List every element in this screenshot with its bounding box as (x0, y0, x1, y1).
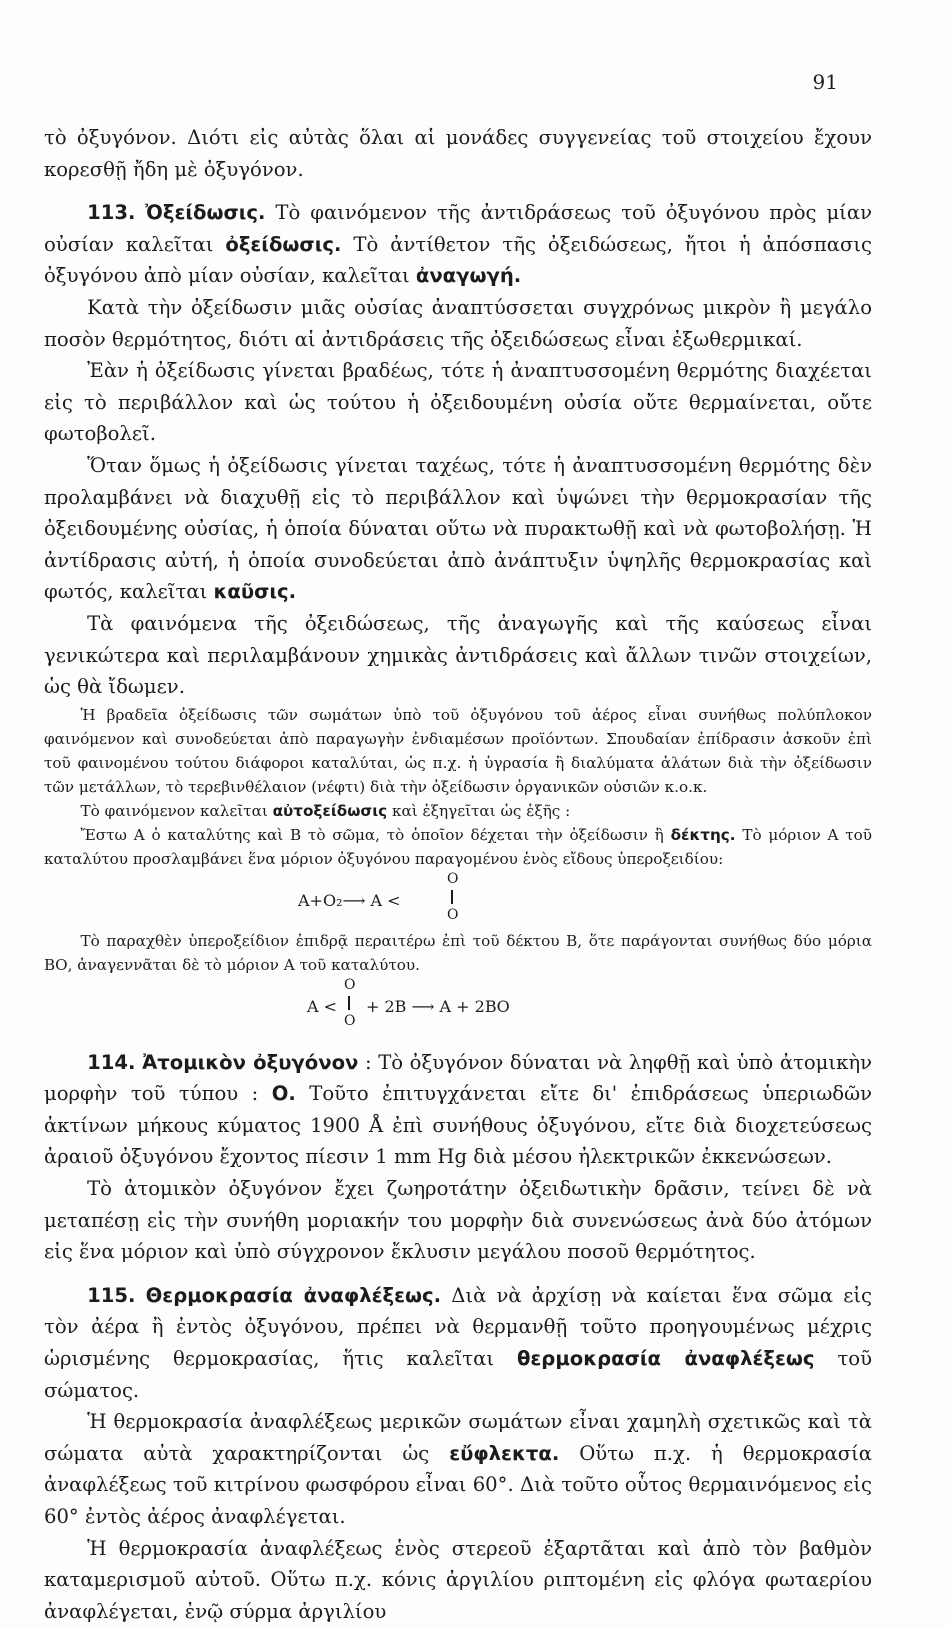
paragraph (44, 450, 872, 608)
formula-peroxide (44, 871, 872, 929)
term-ignition-temperature: θερμοκρασία ἀναφλέξεως (516, 1347, 815, 1371)
formula-bond (348, 996, 350, 1010)
formula-bond (451, 890, 453, 904)
term-oxidation: ὀξείδωσις. (225, 232, 342, 256)
text: Τὸ μόριον Α τοῦ καταλύτου προσλαμβάνει ἕνα μόριον ὀξυγόνου παραγομένου ἑνὸς εἴδους ὑπεροξειδίου: (44, 825, 873, 868)
paragraph: Κατὰ τὴν ὀξείδωσιν μιᾶς οὐσίας ἀναπτύσσεται συγχρόνως μικρὸν ἢ μεγάλο ποσὸν θερμότητος, διότι αἱ ἀντιδράσεις τῆς ὀξειδώσεως εἶναι ἐξωθερμικαί. (44, 295, 872, 351)
paragraph: Ἐὰν ἡ ὀξείδωσις γίνεται βραδέως, τότε ἡ ἀναπτυσσομένη θερμότης διαχέεται εἰς τὸ περιβάλλον καὶ ὡς τούτου ἡ ὀξειδουμένη οὐσία οὔτε θερμαίνεται, οὔτε φωτοβολεῖ. (44, 359, 872, 446)
term-acceptor: δέκτης. (670, 825, 736, 844)
text: Ἔστω Α ὁ καταλύτης καὶ Β τὸ σῶμα, τὸ ὁποῖον δέχεται τὴν ὀξείδωσιν ἢ (80, 825, 664, 844)
section-number: 114. (87, 1050, 136, 1074)
text: Τὸ φαινόμενον καλεῖται (80, 801, 268, 820)
section-title: Ἀτομικὸν ὀξυγόνον (142, 1050, 359, 1074)
term-combustion: καῦσις. (213, 580, 297, 604)
text: : Τὸ ὀξυγόνον δύναται νὰ ληφθῇ καὶ ὑπὸ ἀτομικὴν μορφὴν τοῦ τύπου : (44, 1050, 872, 1106)
text: καὶ ἐξηγεῖται ὡς ἑξῆς : (391, 801, 571, 820)
atomic-oxygen-symbol: Ο. (271, 1082, 296, 1106)
note-paragraph (44, 799, 872, 823)
formula-oxygen-top: Ο (344, 976, 356, 993)
text: Οὕτω π.χ. ἡ θερμοκρασία ἀναφλέξεως τοῦ κιτρίνου φωσφόρου εἶναι 60°. Διὰ τοῦτο οὗτος θερμαινόμενος εἰς 60° ἐντὸς ἀέρος ἀναφλέγεται. (44, 1441, 872, 1528)
formula-oxygen-bottom: Ο (344, 1012, 356, 1029)
formula-oxygen-bottom: Ο (447, 906, 459, 923)
note-paragraph: Ἡ βραδεῖα ὀξείδωσις τῶν σωμάτων ὑπὸ τοῦ ὀξυγόνου τοῦ ἀέρος εἶναι συνήθως πολύπλοκον φαινόμενον καὶ συνοδεύεται ἀπὸ παραγωγὴν ἐνδιαμέσων προϊόντων. Σπουδαίαν ἐπίδρασιν ἀσκοῦν ἐπὶ τοῦ φαινομένου τούτου διάφοροι καταλύται, ὡς π.χ. ἡ ὑγρασία ἢ διαλύματα ἁλάτων διὰ τὴν ὀξείδωσιν τῶν μετάλλων, τὸ τερεβινθέλαιον (νέφτι) διὰ τὴν ὀξείδωσιν ὀργανικῶν οὐσιῶν κ.ο.κ. (44, 705, 872, 796)
paragraph: Ἡ θερμοκρασία ἀναφλέξεως ἑνὸς στερεοῦ ἐξαρτᾶται καὶ ἀπὸ τὸν βαθμὸν καταμερισμοῦ αὐτοῦ. Οὕτω π.χ. κόνις ἀργιλίου ριπτομένη εἰς φλόγα φωταερίου ἀναφλέγεται, ἐνῷ σύρμα ἀργιλίου (44, 1536, 872, 1623)
section-number: 115. (87, 1283, 136, 1307)
paragraph (44, 1406, 872, 1532)
section-title: Ὀξείδωσις. (145, 201, 266, 225)
paragraph: Τὸ ἀτομικὸν ὀξυγόνον ἔχει ζωηροτάτην ὀξειδωτικὴν δρᾶσιν, τείνει δὲ νὰ μεταπέσῃ εἰς τὴν συνήθη μοριακήν του μορφὴν διὰ συνενώσεως ἀνὰ δύο ἀτόμων εἰς ἕνα μόριον καὶ ὑπὸ σύγχρονον ἔκλυσιν μεγάλου ποσοῦ θερμότητος. (44, 1177, 872, 1264)
paragraph: Τὰ φαινόμενα τῆς ὀξειδώσεως, τῆς ἀναγωγῆς καὶ τῆς καύσεως εἶναι γενικώτερα καὶ περιλαμβάνουν χημικὰς ἀντιδράσεις καὶ ἄλλων τινῶν στοιχείων, ὡς θὰ ἴδωμεν. (44, 611, 872, 699)
formula-oxygen-top: Ο (447, 870, 459, 887)
section-115-intro (44, 1280, 872, 1406)
text: Τὸ ἀντίθετον τῆς ὀξειδώσεως, ἤτοι ἡ ἀπόσπασις ὀξυγόνου ἀπὸ μίαν οὐσίαν, καλεῖται (44, 232, 872, 288)
text: Τοῦτο ἐπιτυγχάνεται εἴτε δι' ἐπιδράσεως ὑπεριωδῶν ἀκτίνων μήκους κύματος 1900 Å ἐπὶ συνήθους ὀξυγόνου, εἴτε διὰ διοχετεύσεως ἀραιοῦ ὀξυγόνου ἔχοντος πίεσιν 1 mm Hg διὰ μέσου ἠλεκτρικῶν ἐκκενώσεων. (44, 1082, 872, 1169)
formula-right: + 2Β ⟶ Α + 2ΒΟ (366, 996, 510, 1016)
term-flammable: εὔφλεκτα. (449, 1441, 560, 1465)
term-autoxidation: αὐτοξείδωσις (272, 801, 388, 820)
continued-paragraph: τὸ ὀξυγόνον. Διότι εἰς αὐτὰς ὅλαι αἱ μονάδες συγγενείας τοῦ στοιχείου ἔχουν κορεσθῇ ἤδη μὲ ὀξυγόνον. (44, 126, 872, 181)
text: τοῦ σώματος. (44, 1347, 872, 1402)
text: Ὅταν ὅμως ἡ ὀξείδωσις γίνεται ταχέως, τότε ἡ ἀναπτυσσομένη θερμότης δὲν προλαμβάνει νὰ διαχυθῇ εἰς τὸ περιβάλλον καὶ ὑψώνει τὴν θερμοκρασίαν τῆς ὀξειδουμένης οὐσίας, ἡ ὁποία δύναται οὕτω νὰ πυρακτωθῇ καὶ νὰ φωτοβολήσῃ. Ἡ ἀντίδρασις αὐτή, ἡ ὁποία συνοδεύεται ἀπὸ ἀνάπτυξιν ὑψηλῆς θερμοκρασίας καὶ φωτός, καλεῖται (44, 453, 872, 604)
text: Ἡ θερμοκρασία ἀναφλέξεως μερικῶν σωμάτων εἶναι χαμηλὴ σχετικῶς καὶ τὰ σώματα αὐτὰ χαρακτηρίζονται ὡς (44, 1410, 872, 1465)
formula-regeneration (44, 977, 872, 1035)
section-title: Θερμοκρασία ἀναφλέξεως. (145, 1283, 442, 1307)
formula-left: Α+Ο₂⟶ Α < (298, 890, 401, 910)
text: Τὸ φαινόμενον τῆς ἀντιδράσεως τοῦ ὀξυγόνου πρὸς μίαν οὐσίαν καλεῖται (44, 201, 872, 256)
text: Διὰ νὰ ἀρχίσῃ νὰ καίεται ἕνα σῶμα εἰς τὸν ἀέρα ἢ ἐντὸς ὀξυγόνου, πρέπει νὰ θερμανθῇ τοῦτο προηγουμένως μέχρις ὡρισμένης θερμοκρασίας, ἥτις καλεῖται (44, 1283, 873, 1371)
formula-left: Α < (307, 996, 338, 1016)
page-number: 91 (812, 70, 838, 94)
section-113-intro (44, 197, 872, 292)
note-paragraph (44, 823, 872, 871)
section-number: 113. (87, 201, 136, 225)
section-114-intro (44, 1047, 872, 1173)
term-reduction: ἀναγωγή. (415, 264, 522, 288)
note-paragraph: Τὸ παραχθὲν ὑπεροξείδιον ἐπιδρᾷ περαιτέρω ἐπὶ τοῦ δέκτου Β, ὅτε παράγονται συνήθως δύο μόρια ΒΟ, ἀναγεννᾶται δὲ τὸ μόριον Α τοῦ καταλύτου. (44, 931, 872, 974)
